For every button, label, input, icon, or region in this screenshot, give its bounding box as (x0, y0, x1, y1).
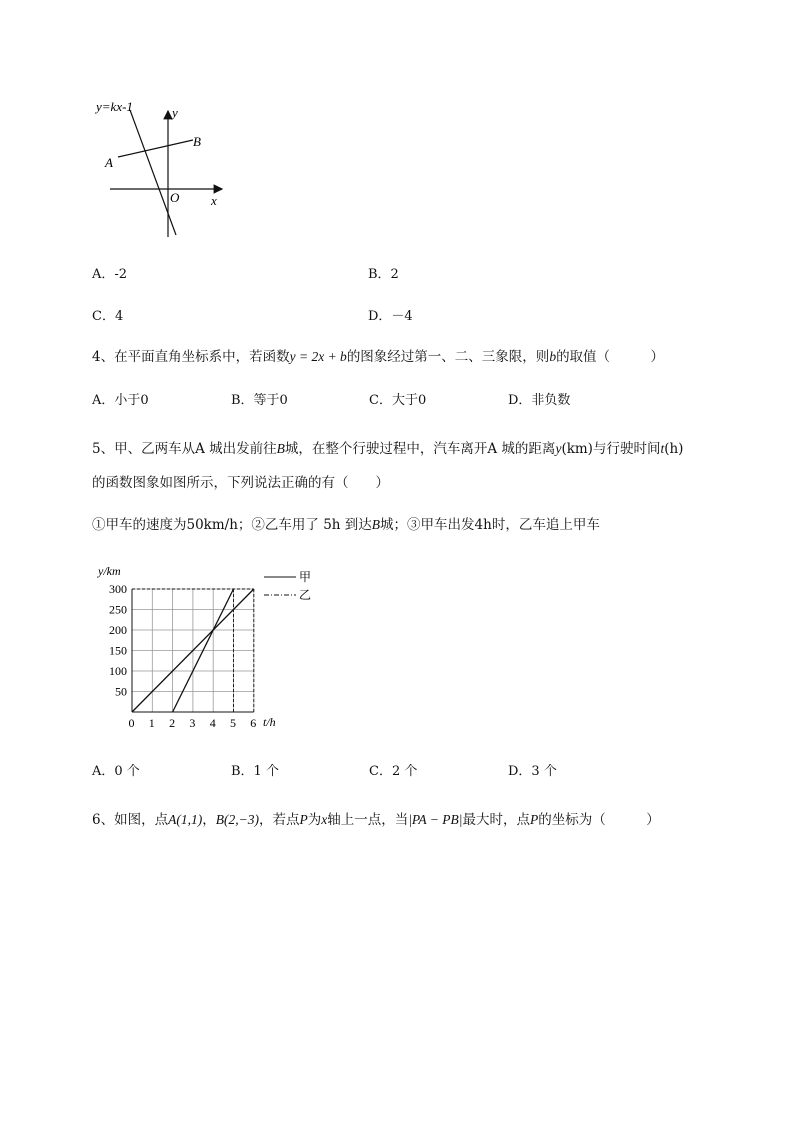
q6-expression: |PA − PB| (408, 812, 463, 827)
q3-option-d[interactable]: D．－4 (368, 309, 413, 324)
origin-label: O (170, 190, 180, 205)
x-tick-label: 2 (169, 716, 176, 730)
chart-x-axis-label: t/h (263, 715, 276, 729)
y-tick-label: 300 (109, 582, 127, 596)
q5-stem-line1: 5、甲、乙两车从A 城出发前往B城，在整个行驶过程中，汽车离开A 城的距离y(km)与行驶时间t(h) (92, 441, 684, 457)
q6-point-b: B(2,−3) (215, 812, 259, 827)
q5-option-b[interactable]: B．1 个 (231, 764, 279, 779)
q5-option-a[interactable]: A．0 个 (92, 764, 140, 779)
x-tick-label: 0 (128, 716, 135, 730)
x-axis-label: x (211, 193, 217, 208)
q5-option-d[interactable]: D．3 个 (508, 764, 557, 779)
x-tick-label: 4 (209, 716, 216, 730)
legend-label-jia: 甲 (299, 570, 312, 584)
chart-labels (109, 582, 256, 730)
x-tick-label: 3 (189, 716, 196, 730)
y-tick-label: 100 (109, 664, 127, 678)
q3-option-c[interactable]: C．4 (92, 309, 124, 324)
point-b-label: B (193, 134, 201, 149)
line-equation-label: y=kx-1 (96, 99, 133, 114)
q6-point-a: A(1,1) (168, 812, 203, 827)
q4-option-c[interactable]: C．大于0 (369, 393, 427, 408)
line-kx-minus-1 (130, 110, 176, 235)
q5-option-c[interactable]: C．2 个 (369, 764, 418, 779)
q5-statements: ①甲车的速度为50km/h；②乙车用了 5h 到达B城；③甲车出发4h时，乙车追上甲车 (92, 517, 600, 533)
segment-ab (118, 140, 193, 157)
y-tick-label: 50 (115, 684, 127, 699)
x-tick-label: 1 (148, 716, 155, 730)
chart-y-axis-label: y/km (98, 564, 121, 578)
q4-option-a[interactable]: A．小于0 (92, 393, 149, 408)
q3-option-b[interactable]: B．2 (368, 267, 399, 282)
point-a-label: A (105, 155, 113, 170)
q3-option-a[interactable]: A．-2 (92, 267, 128, 282)
q4-option-d[interactable]: D．非负数 (508, 393, 571, 408)
q4-formula: y = 2x + b (289, 349, 347, 364)
x-tick-label: 5 (230, 716, 236, 730)
q4-stem: 4、在平面直角坐标系中，若函数y = 2x + b的图象经过第一、二、三象限，则b的取值（ ） (92, 349, 665, 365)
y-axis-label: y (172, 105, 178, 120)
chart-legend (264, 570, 311, 602)
x-tick-label: 6 (250, 716, 257, 730)
y-tick-label: 200 (109, 623, 127, 637)
distance-time-chart (92, 560, 322, 735)
legend-label-yi: 乙 (299, 588, 312, 602)
y-tick-label: 250 (109, 602, 127, 617)
q5-stem-line2: 的函数图象如图所示，下列说法正确的有（ ） (92, 475, 389, 491)
q4-option-b[interactable]: B．等于0 (231, 393, 288, 408)
figure-line-graph (90, 95, 235, 245)
q6-stem: 6、如图，点A(1,1)，B(2,−3)，若点P为x轴上一点，当|PA − PB|最大时，点P的坐标为（ ） (92, 812, 660, 828)
y-tick-label: 150 (109, 643, 127, 658)
